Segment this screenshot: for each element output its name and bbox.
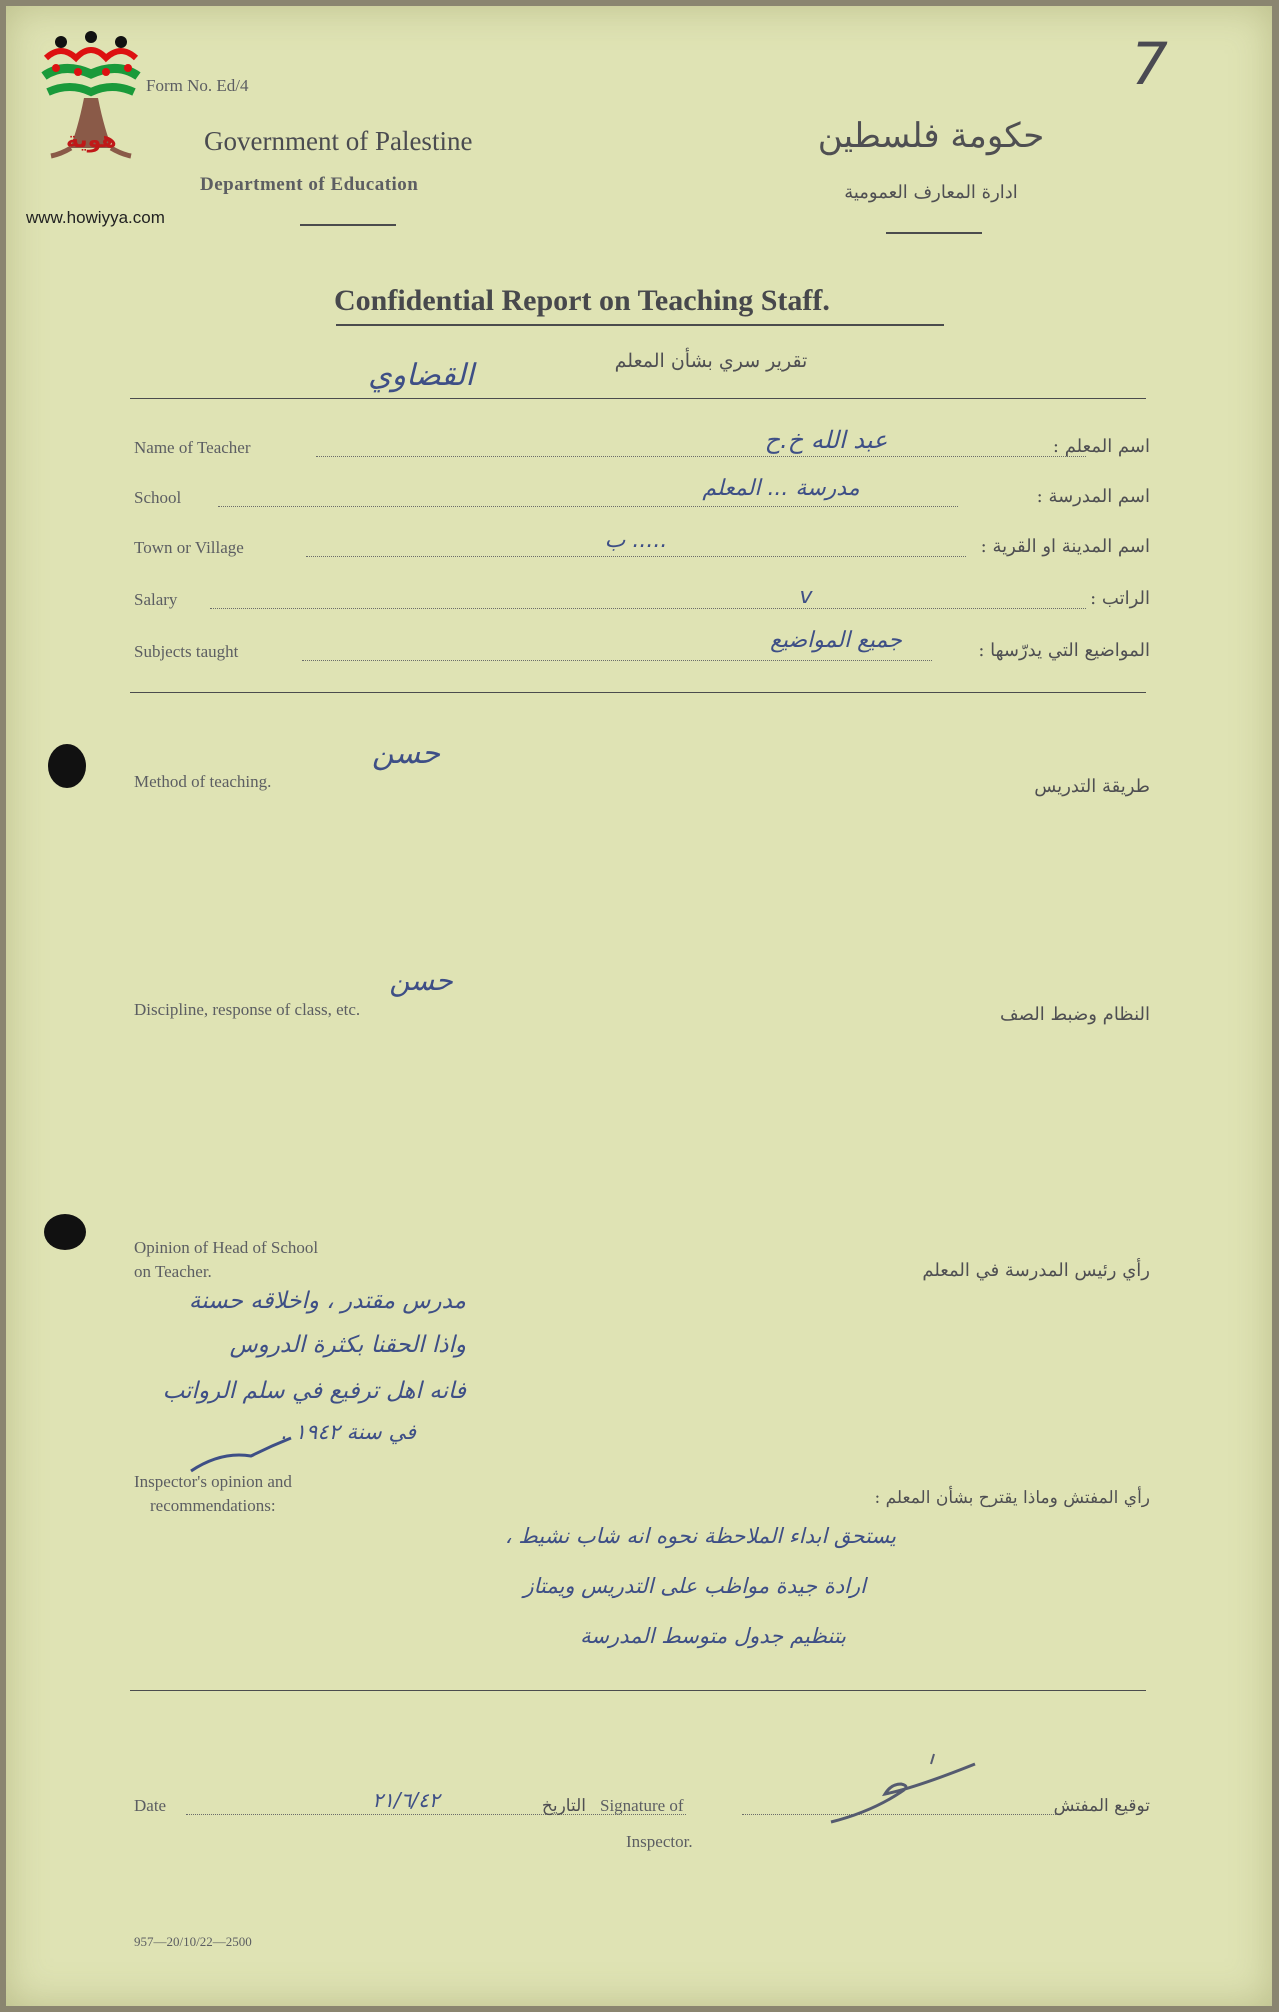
howiyya-logo bbox=[16, 28, 176, 227]
date-label: Date bbox=[134, 1796, 167, 1815]
field-value-subjects[interactable]: جميع المواضيع bbox=[770, 628, 902, 653]
inspector-opinion-label-ar: رأي المفتش وماذا يقترح بشأن المعلم : bbox=[874, 1488, 1150, 1508]
report-title-ar: تقرير سري بشأن المعلم bbox=[614, 350, 808, 372]
binder-hole-bottom bbox=[44, 1214, 86, 1250]
logo-emblem-text: هوية bbox=[66, 128, 117, 153]
government-title-en: Government of Palestine bbox=[204, 126, 473, 156]
field-label-school: School bbox=[134, 488, 182, 507]
opinion-head-label-line1: Opinion of Head of School bbox=[134, 1238, 319, 1257]
opinion-head-label-ar: رأي رئيس المدرسة في المعلم bbox=[922, 1260, 1150, 1281]
opinion-head-line-3[interactable]: فانه اهل ترفيع في سلم الرواتب bbox=[162, 1378, 466, 1404]
field-label-subjects: Subjects taught bbox=[134, 642, 239, 661]
logo-site-url[interactable]: www.howiyya.com bbox=[26, 208, 165, 227]
field-label-name-of-teacher: Name of Teacher bbox=[134, 438, 251, 457]
field-label-school-ar: اسم المدرسة : bbox=[1036, 486, 1150, 507]
head-signature-mark bbox=[186, 1436, 296, 1476]
field-value-salary[interactable]: v bbox=[799, 584, 813, 609]
field-label-name-ar: اسم المعلم : bbox=[1052, 436, 1150, 457]
inspector-opinion-line-3[interactable]: بتنظيم جدول متوسط المدرسة bbox=[580, 1624, 846, 1648]
report-title: Confidential Report on Teaching Staff. bbox=[334, 284, 830, 317]
method-of-teaching-value[interactable]: حسن bbox=[371, 736, 441, 771]
discipline-label: Discipline, response of class, etc. bbox=[134, 1000, 361, 1019]
binder-hole-top bbox=[48, 744, 86, 788]
field-value-town[interactable]: ..... ب bbox=[604, 528, 668, 553]
fields-bottom-rule bbox=[130, 692, 1146, 693]
title-underline bbox=[336, 324, 944, 326]
field-label-salary-ar: الراتب : bbox=[1090, 588, 1150, 609]
field-line-town bbox=[306, 556, 966, 557]
inspector-opinion-line-2[interactable]: ارادة جيدة مواظب على التدريس ويمتاز bbox=[523, 1574, 866, 1598]
handwritten-title-note: القضاوي bbox=[368, 358, 474, 393]
date-value[interactable]: ٢١/٦/٤٢ bbox=[372, 1788, 440, 1812]
opinion-head-line-1[interactable]: مدرس مقتدر ، واخلاقه حسنة bbox=[188, 1288, 466, 1314]
opinion-head-line-2[interactable]: واذا الحقنا بكثرة الدروس bbox=[229, 1332, 466, 1358]
inspector-signature[interactable] bbox=[826, 1752, 986, 1832]
header-rule-left bbox=[300, 224, 396, 226]
discipline-label-ar: النظام وضبط الصف bbox=[1000, 1004, 1150, 1025]
document-page bbox=[6, 6, 1272, 2006]
field-label-subjects-ar: المواضيع التي يدرّسها : bbox=[978, 640, 1150, 661]
government-title-ar: حكومة فلسطين bbox=[817, 116, 1045, 156]
method-of-teaching-label: Method of teaching. bbox=[134, 772, 272, 791]
field-label-salary: Salary bbox=[134, 590, 178, 609]
discipline-value[interactable]: حسن bbox=[389, 964, 453, 997]
department-title-en: Department of Education bbox=[200, 174, 419, 195]
header-rule-right bbox=[886, 232, 982, 234]
signature-label-line1: Signature of bbox=[600, 1796, 684, 1815]
signature-label-ar: توقيع المفتش bbox=[1053, 1796, 1150, 1816]
inspector-bottom-rule bbox=[130, 1690, 1146, 1691]
department-title-ar: ادارة المعارف العمومية bbox=[844, 182, 1018, 203]
inspector-opinion-label-line2: recommendations: bbox=[150, 1496, 276, 1515]
inspector-opinion-label-line1: Inspector's opinion and bbox=[134, 1472, 292, 1491]
field-label-town: Town or Village bbox=[134, 538, 244, 557]
field-label-town-ar: اسم المدينة او القرية : bbox=[980, 536, 1150, 557]
signature-label-line2: Inspector. bbox=[626, 1832, 693, 1851]
opinion-head-label-line2: on Teacher. bbox=[134, 1262, 212, 1281]
method-of-teaching-label-ar: طريقة التدريس bbox=[1034, 776, 1150, 797]
form-number: Form No. Ed/4 bbox=[146, 76, 249, 95]
inspector-opinion-line-1[interactable]: يستحق ابداء الملاحظة نحوه انه شاب نشيط ، bbox=[504, 1524, 896, 1548]
field-line-school bbox=[218, 506, 958, 507]
fields-top-rule bbox=[130, 398, 1146, 399]
date-label-ar: التاريخ bbox=[541, 1796, 586, 1816]
field-line-subjects bbox=[302, 660, 932, 661]
field-value-school[interactable]: مدرسة ... المعلم bbox=[702, 476, 860, 501]
field-value-name[interactable]: عبد الله خ.ح bbox=[764, 426, 888, 454]
opinion-head-line-4[interactable]: في سنة ١٩٤٢ . bbox=[281, 1420, 416, 1444]
page-number: 7 bbox=[1131, 30, 1168, 98]
print-code: 957—20/10/22—2500 bbox=[134, 1934, 252, 1949]
